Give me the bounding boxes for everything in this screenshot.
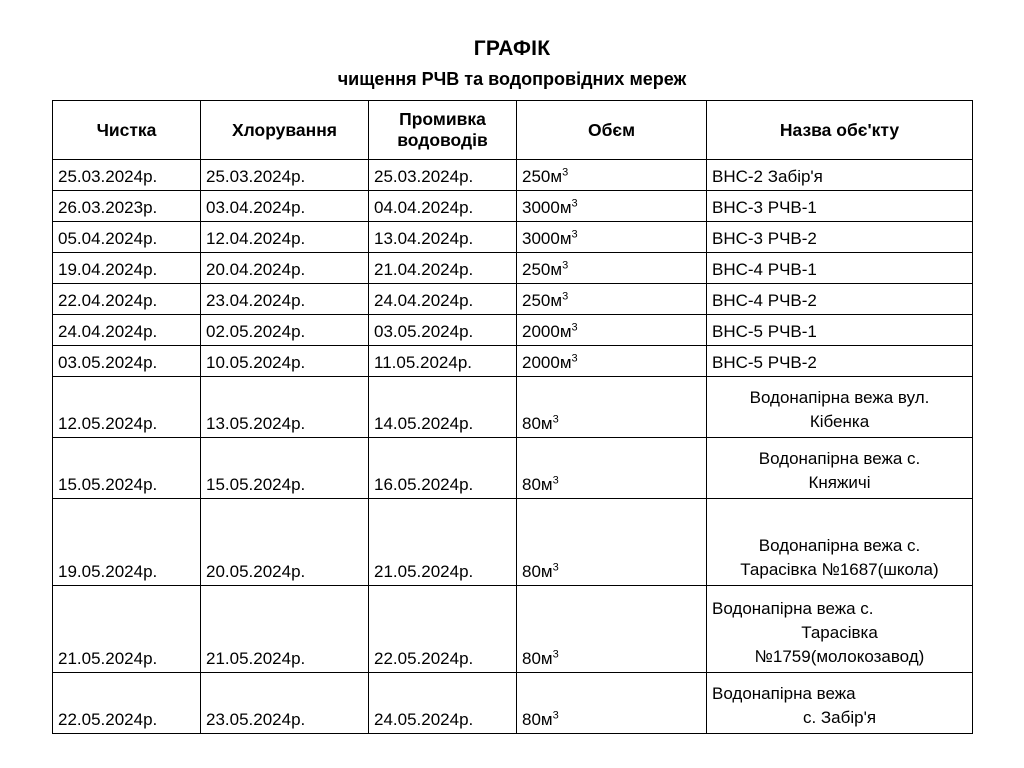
page-title: ГРАФІК xyxy=(473,37,551,60)
object-name-line: Водонапірна вежа с. xyxy=(758,449,921,468)
cell-chlorination-date: 02.05.2024р. xyxy=(201,315,369,346)
cell-flushing-date: 11.05.2024р. xyxy=(369,346,517,377)
cell-chlorination-date: 13.05.2024р. xyxy=(201,377,369,438)
table-row xyxy=(53,673,973,734)
table-row xyxy=(53,160,973,191)
cell-cleaning-date: 21.05.2024р. xyxy=(53,586,201,673)
page-subtitle: чищення РЧВ та водопровідних мереж xyxy=(337,69,687,89)
column-header-flushing: Промивка водоводів xyxy=(369,101,517,160)
cell-flushing-date: 22.05.2024р. xyxy=(369,586,517,673)
cell-cleaning-date: 19.05.2024р. xyxy=(53,499,201,586)
cell-volume: $3000м^3$ xyxy=(517,222,707,253)
table-row xyxy=(53,222,973,253)
cell-chlorination-date: 25.03.2024р. xyxy=(201,160,369,191)
cell-cleaning-date: 22.05.2024р. xyxy=(53,673,201,734)
cell-flushing-date: 25.03.2024р. xyxy=(369,160,517,191)
cell-cleaning-date: 24.04.2024р. xyxy=(53,315,201,346)
cell-flushing-date: 16.05.2024р. xyxy=(369,438,517,499)
table-row xyxy=(53,377,973,438)
cell-flushing-date: 13.04.2024р. xyxy=(369,222,517,253)
object-name-line: с. Забір'я xyxy=(802,708,877,727)
cell-cleaning-date: 12.05.2024р. xyxy=(53,377,201,438)
schedule-table xyxy=(52,100,973,734)
column-header-volume: Обєм xyxy=(517,101,707,160)
table-row xyxy=(53,346,973,377)
cell-flushing-date: 14.05.2024р. xyxy=(369,377,517,438)
cell-object-name: ВНС-5 РЧВ-1 xyxy=(707,315,973,346)
cell-cleaning-date: 26.03.2023р. xyxy=(53,191,201,222)
table-header-row xyxy=(53,101,973,160)
column-header-object-name: Назва обє'кту xyxy=(707,101,973,160)
cell-object-name: ВНС-4 РЧВ-2 xyxy=(707,284,973,315)
cell-chlorination-date: 23.04.2024р. xyxy=(201,284,369,315)
cell-chlorination-date: 20.04.2024р. xyxy=(201,253,369,284)
cell-flushing-date: 04.04.2024р. xyxy=(369,191,517,222)
table-row xyxy=(53,191,973,222)
cell-volume: $80м^3$ xyxy=(517,377,707,438)
cell-cleaning-date: 22.04.2024р. xyxy=(53,284,201,315)
cell-cleaning-date: 15.05.2024р. xyxy=(53,438,201,499)
cell-volume: $250м^3$ xyxy=(517,160,707,191)
cell-chlorination-date: 20.05.2024р. xyxy=(201,499,369,586)
cell-volume: $80м^3$ xyxy=(517,438,707,499)
cell-flushing-date: 21.05.2024р. xyxy=(369,499,517,586)
cell-chlorination-date: 03.04.2024р. xyxy=(201,191,369,222)
cell-object-name: ВНС-2 Забір'я xyxy=(707,160,973,191)
object-name-line: №1759(молокозавод) xyxy=(754,647,925,666)
cell-object-name xyxy=(707,377,973,438)
table-row xyxy=(53,438,973,499)
table-row xyxy=(53,253,973,284)
cell-object-name xyxy=(707,586,973,673)
object-name-line: Княжичі xyxy=(808,473,871,492)
column-header-cleaning: Чистка xyxy=(53,101,201,160)
cell-object-name: ВНС-3 РЧВ-1 xyxy=(707,191,973,222)
cell-volume: $2000м^3$ xyxy=(517,315,707,346)
cell-volume: $80м^3$ xyxy=(517,586,707,673)
column-header-chlorination: Хлорування xyxy=(201,101,369,160)
object-name-line: Водонапірна вежа xyxy=(712,684,856,703)
cell-flushing-date: 24.05.2024р. xyxy=(369,673,517,734)
cell-cleaning-date: 05.04.2024р. xyxy=(53,222,201,253)
cell-volume: $80м^3$ xyxy=(517,499,707,586)
cell-object-name xyxy=(707,673,973,734)
cell-flushing-date: 03.05.2024р. xyxy=(369,315,517,346)
cell-cleaning-date: 25.03.2024р. xyxy=(53,160,201,191)
object-name-line: Тарасівка xyxy=(801,623,878,642)
cell-object-name: ВНС-4 РЧВ-1 xyxy=(707,253,973,284)
table-row xyxy=(53,284,973,315)
cell-volume: $3000м^3$ xyxy=(517,191,707,222)
cell-volume: $250м^3$ xyxy=(517,253,707,284)
cell-flushing-date: 24.04.2024р. xyxy=(369,284,517,315)
cell-object-name: ВНС-3 РЧВ-2 xyxy=(707,222,973,253)
cell-object-name xyxy=(707,499,973,586)
cell-chlorination-date: 15.05.2024р. xyxy=(201,438,369,499)
table-row xyxy=(53,499,973,586)
cell-cleaning-date: 19.04.2024р. xyxy=(53,253,201,284)
cell-volume: $80м^3$ xyxy=(517,673,707,734)
cell-chlorination-date: 10.05.2024р. xyxy=(201,346,369,377)
cell-volume: $2000м^3$ xyxy=(517,346,707,377)
object-name-line: Тарасівка №1687(школа) xyxy=(740,560,939,579)
table-row xyxy=(53,586,973,673)
cell-chlorination-date: 21.05.2024р. xyxy=(201,586,369,673)
object-name-line: Кібенка xyxy=(809,412,870,431)
cell-cleaning-date: 03.05.2024р. xyxy=(53,346,201,377)
object-name-line: Водонапірна вежа с. xyxy=(758,536,921,555)
cell-volume: $250м^3$ xyxy=(517,284,707,315)
cell-object-name xyxy=(707,438,973,499)
cell-chlorination-date: 12.04.2024р. xyxy=(201,222,369,253)
table-row xyxy=(53,315,973,346)
cell-chlorination-date: 23.05.2024р. xyxy=(201,673,369,734)
cell-flushing-date: 21.04.2024р. xyxy=(369,253,517,284)
object-name-line: Водонапірна вежа вул. xyxy=(749,388,930,407)
object-name-line: Водонапірна вежа с. xyxy=(712,599,874,618)
cell-object-name: ВНС-5 РЧВ-2 xyxy=(707,346,973,377)
